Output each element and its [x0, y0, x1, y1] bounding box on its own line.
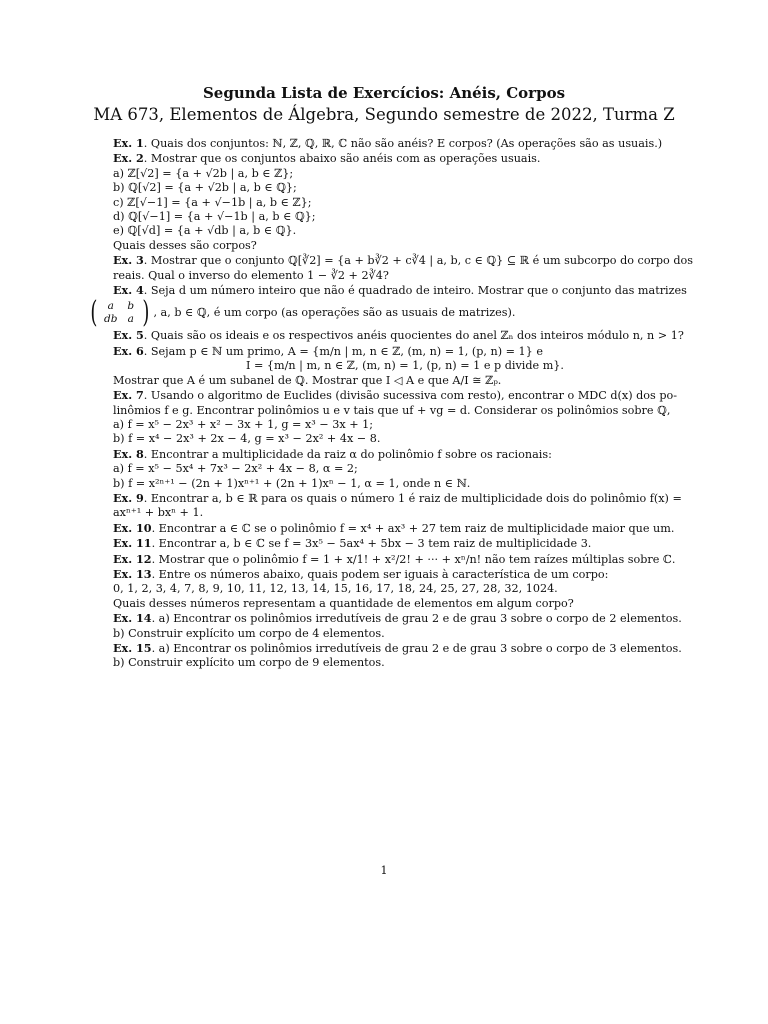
- exercise-label: Ex. 2: [113, 151, 144, 166]
- exercise-7-item: b) f = x⁴ − 2x³ + 2x − 4, g = x³ − 2x² + 4x − 8.: [113, 432, 381, 446]
- exercise-9: Ex. 9. Encontrar a, b ∈ ℝ para os quais o número 1 é raiz de multiplicidade dois do polinômio f(x) =: [113, 490, 682, 505]
- exercise-12: Ex. 12. Mostrar que o polinômio f = 1 + x/1! + x²/2! + ··· + xⁿ/n! não tem raízes múltiplas sobre ℂ.: [113, 551, 676, 566]
- exercise-2-item: e) ℚ[√d] = {a + √db | a, b ∈ ℚ}.: [113, 224, 297, 238]
- exercise-2: Ex. 2. Mostrar que os conjuntos abaixo são anéis com as operações usuais.: [113, 151, 541, 166]
- exercise-label: Ex. 6: [113, 343, 144, 358]
- left-paren: (: [90, 295, 98, 331]
- exercise-13-numbers: 0, 1, 2, 3, 4, 7, 8, 9, 10, 11, 12, 13, 14, 15, 16, 17, 18, 24, 25, 27, 28, 32, 1024.: [113, 582, 558, 596]
- exercise-7: Ex. 7. Usando o algoritmo de Euclides (divisão sucessiva com resto), encontrar o MDC d(x) dos po-: [113, 388, 678, 403]
- exercise-13-question: Quais desses números representam a quantidade de elementos em algum corpo?: [113, 596, 574, 610]
- exercise-2-item: d) ℚ[√−1] = {a + √−1b | a, b ∈ ℚ};: [113, 210, 316, 224]
- exercise-3: Ex. 3. Mostrar que o conjunto ℚ[∛2] = {a + b∛2 + c∛4 | a, b, c ∈ ℚ} ⊆ ℝ é um subcorpo do corpo dos: [113, 253, 693, 268]
- exercise-1: Ex. 1. Quais dos conjuntos: ℕ, ℤ, ℚ, ℝ, ℂ não são anéis? E corpos? (As operações são as usuais.): [113, 136, 663, 150]
- exercise-label: Ex. 1: [113, 136, 144, 150]
- exercise-label: Ex. 11: [113, 536, 152, 551]
- exercise-8-item: a) f = x⁵ − 5x⁴ + 7x³ − 2x² + 4x − 8, α = 2;: [113, 462, 358, 476]
- exercise-8-item: b) f = x²ⁿ⁺¹ − (2n + 1)xⁿ⁺¹ + (2n + 1)xⁿ − 1, α = 1, onde n ∈ ℕ.: [113, 476, 471, 490]
- exercise-label: Ex. 13: [113, 566, 152, 581]
- exercise-6-equation: I = {m/n | m, n ∈ ℤ, (m, n) = 1, (p, n) = 1 e p divide m}.: [246, 359, 564, 373]
- matrix: [88, 295, 151, 331]
- exercise-label: Ex. 14: [113, 611, 152, 626]
- exercise-8: Ex. 8. Encontrar a multiplicidade da raiz α do polinômio f sobre os racionais:: [113, 446, 552, 461]
- matrix-entries: a b db a: [103, 300, 135, 326]
- exercise-14: Ex. 14. a) Encontrar os polinômios irredutíveis de grau 2 e de grau 3 sobre o corpo de 2 elementos.: [113, 611, 682, 626]
- exercise-3-continuation: reais. Qual o inverso do elemento 1 − ∛2 + 2∛4?: [113, 268, 389, 282]
- exercise-2-item: a) ℤ[√2] = {a + √2b | a, b ∈ ℤ};: [113, 166, 294, 180]
- exercise-label: Ex. 10: [113, 520, 152, 535]
- document-subtitle: MA 673, Elementos de Álgebra, Segundo semestre de 2022, Turma Z: [93, 105, 675, 124]
- exercise-9-continuation: axⁿ⁺¹ + bxⁿ + 1.: [113, 506, 204, 520]
- exercise-13: Ex. 13. Entre os números abaixo, quais podem ser iguais à característica de um corpo:: [113, 566, 609, 581]
- exercise-15: Ex. 15. a) Encontrar os polinômios irredutíveis de grau 2 e de grau 3 sobre o corpo de 3 elementos.: [113, 641, 682, 655]
- right-paren: ): [142, 295, 150, 331]
- exercise-10: Ex. 10. Encontrar a ∈ ℂ se o polinômio f = x⁴ + ax³ + 27 tem raiz de multiplicidade maior que um.: [113, 520, 675, 535]
- exercise-15-b: b) Construir explícito um corpo de 9 elementos.: [113, 656, 385, 670]
- exercise-2-item: b) ℚ[√2] = {a + √2b | a, b ∈ ℚ};: [113, 181, 297, 195]
- exercise-label: Ex. 15: [113, 641, 152, 655]
- exercise-label: Ex. 4: [113, 283, 144, 298]
- exercise-label: Ex. 12: [113, 551, 152, 566]
- exercise-6: Ex. 6. Sejam p ∈ ℕ um primo, A = {m/n | m, n ∈ ℤ, (m, n) = 1, (p, n) = 1} e: [113, 343, 543, 358]
- page-number: 1: [380, 864, 388, 877]
- exercise-5: Ex. 5. Quais são os ideais e os respectivos anéis quocientes do anel ℤₙ dos inteiros módulo n, n > 1?: [113, 328, 684, 343]
- exercise-list: [90, 136, 697, 671]
- document-title: Segunda Lista de Exercícios: Anéis, Corpos: [202, 84, 566, 102]
- exercise-14-b: b) Construir explícito um corpo de 4 elementos.: [113, 626, 385, 640]
- exercise-label: Ex. 5: [113, 328, 144, 343]
- exercise-7-item: a) f = x⁵ − 2x³ + x² − 3x + 1, g = x³ − 3x + 1;: [113, 417, 374, 431]
- exercise-label: Ex. 9: [113, 490, 144, 505]
- exercise-label: Ex. 7: [113, 388, 144, 403]
- exercise-2-question: Quais desses são corpos?: [113, 238, 257, 252]
- exercise-4-matrix-line: ( a b db a ) , a, b ∈ ℚ, é um corpo (as operações são as usuais de matrizes).: [88, 299, 697, 327]
- exercise-7-continuation: linômios f e g. Encontrar polinômios u e v tais que uf + vg = d. Considerar os polinômios sobre ℚ,: [113, 403, 671, 417]
- exercise-label: Ex. 8: [113, 446, 144, 461]
- exercise-label: Ex. 3: [113, 253, 144, 268]
- exercise-4: Ex. 4. Seja d um número inteiro que não é quadrado de inteiro. Mostrar que o conjunto das matrizes: [113, 283, 687, 298]
- exercise-6-statement: Mostrar que A é um subanel de ℚ. Mostrar que I ◁ A e que A/I ≅ ℤₚ.: [113, 373, 502, 387]
- exercise-2-item: c) ℤ[√−1] = {a + √−1b | a, b ∈ ℤ};: [113, 195, 312, 209]
- exercise-11: Ex. 11. Encontrar a, b ∈ ℂ se f = 3x⁵ − 5ax⁴ + 5bx − 3 tem raiz de multiplicidade 3.: [113, 536, 592, 551]
